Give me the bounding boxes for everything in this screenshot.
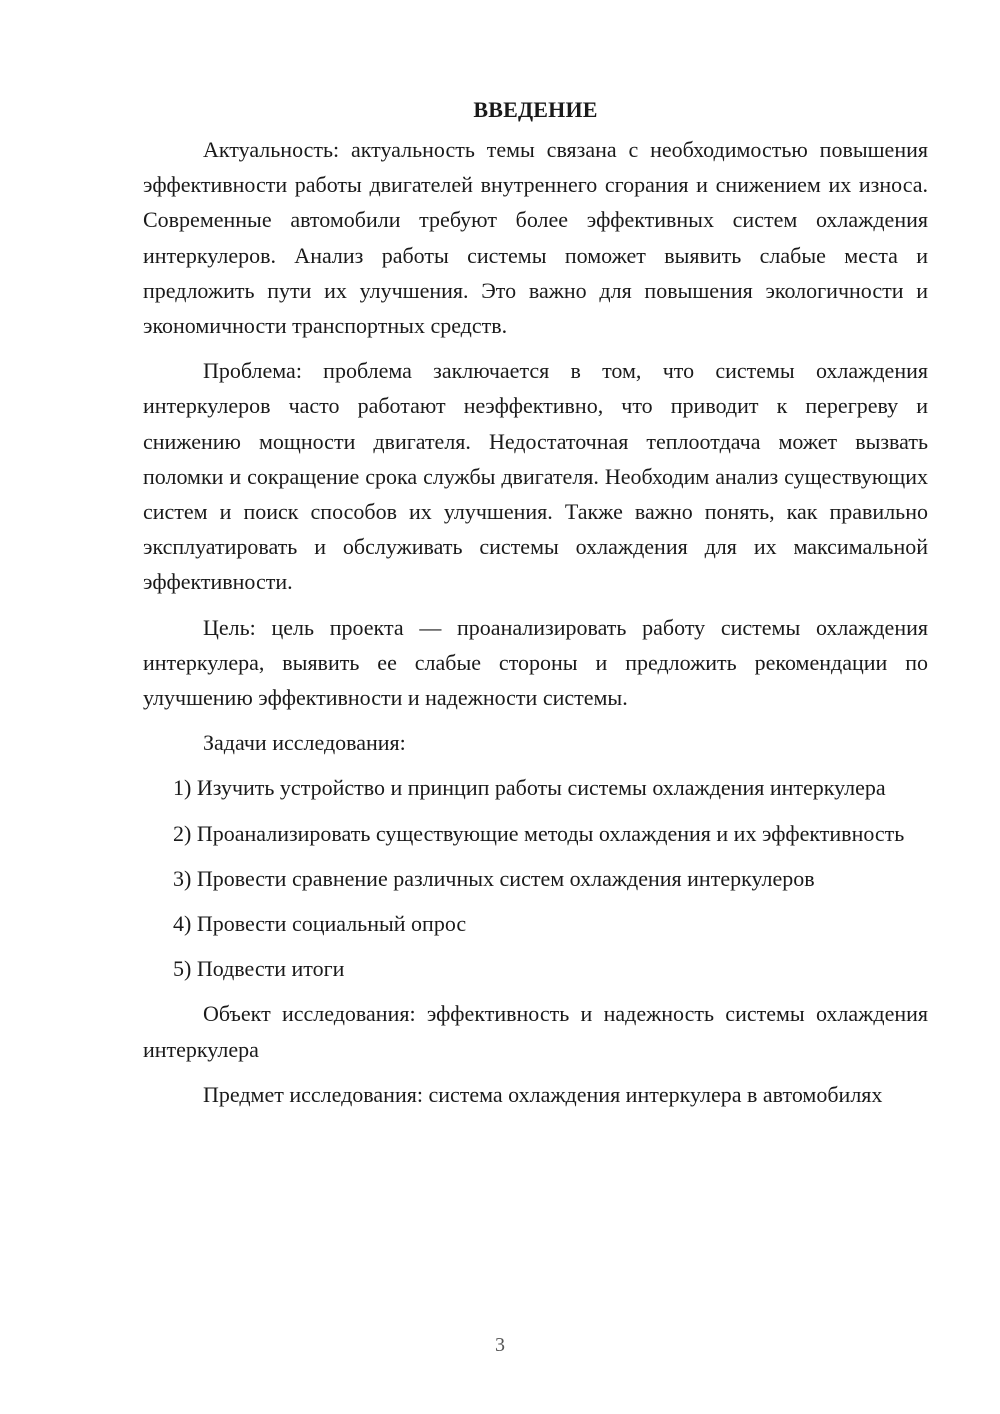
document-page: [143, 88, 928, 1122]
page-number: 3: [495, 1334, 505, 1356]
paragraph-problem: Проблема: проблема заключается в том, что системы охлаждения интеркулеров часто работают неэффективно, что приводит к перегреву и снижению мощности двигателя. Недостаточная теплоотдача может вызвать поломки и сокращение срока службы двигателя. Необходим анализ существующих систем и поиск способов их улучшения. Также важно понять, как правильно эксплуатировать и обслуживать системы охлаждения для их максимальной эффективности.: [143, 358, 928, 595]
paragraph-goal: Цель: цель проекта — проанализировать работу системы охлаждения интеркулера, выявить ее слабые стороны и предложить рекомендации по улучшению эффективности и надежности системы.: [143, 614, 928, 711]
task-item-3: 3) Провести сравнение различных систем охлаждения интеркулеров: [173, 865, 815, 891]
paragraph-relevance: Актуальность: актуальность темы связана с необходимостью повышения эффективности работы двигателей внутреннего сгорания и снижением их износа. Современные автомобили требуют более эффективных систем охлаждения интеркулеров. Анализ работы системы поможет выявить слабые места и предложить пути их улучшения. Это важно для повышения экологичности и экономичности транспортных средств.: [143, 137, 928, 339]
section-title: ВВЕДЕНИЕ: [473, 97, 598, 122]
paragraph-object: Объект исследования: эффективность и надежность системы охлаждения интеркулера: [143, 1001, 928, 1062]
paragraph-subject: Предмет исследования: система охлаждения интеркулера в автомобилях: [203, 1081, 883, 1107]
task-item-4: 4) Провести социальный опрос: [173, 911, 467, 937]
task-item-2: 2) Проанализировать существующие методы охлаждения и их эффективность: [173, 820, 905, 846]
task-item-5: 5) Подвести итоги: [173, 956, 345, 982]
task-item-1: 1) Изучить устройство и принцип работы системы охлаждения интеркулера: [173, 775, 886, 801]
tasks-heading: Задачи исследования:: [203, 730, 406, 756]
